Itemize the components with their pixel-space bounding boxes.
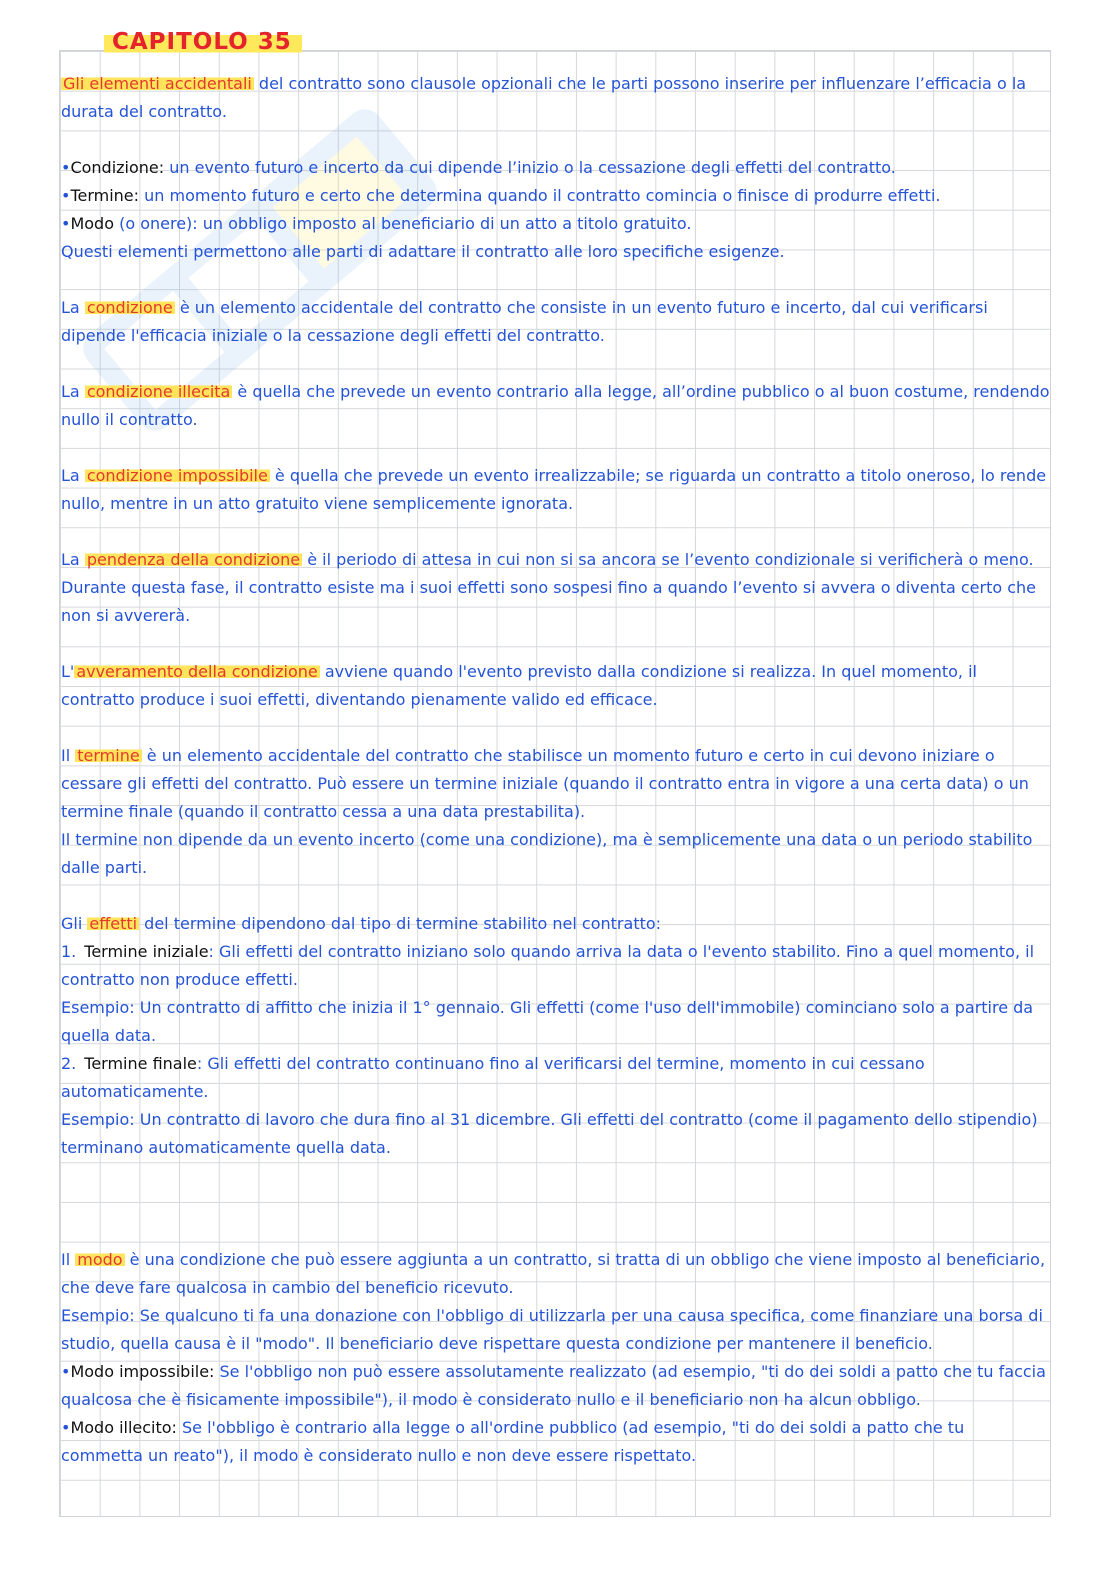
highlight-term: effetti: [89, 914, 138, 933]
modo-paragraph: Il modo è una condizione che può essere aggiunta a un contratto, si tratta di un obbligo che viene imposto al beneficiario, che deve fare qualcosa in cambio del beneficio ricevuto.: [61, 1250, 1046, 1297]
highlight-term: condizione illecita: [86, 382, 231, 401]
effetti-example-iniziale: Esempio: Un contratto di affitto che inizia il 1° gennaio. Gli effetti (come l'uso dell'immobile) cominciano solo a partire da quella data.: [61, 998, 1034, 1045]
termine-note: Il termine non dipende da un evento incerto (come una condizione), ma è semplicemente una data o un periodo stabilito dalle parti.: [61, 830, 1033, 877]
effetti-item-iniziale: 1. Termine iniziale: Gli effetti del contratto iniziano solo quando arriva la data o l'evento stabilito. Fino a quel momento, il contratto non produce effetti.: [61, 942, 1035, 989]
intro-paragraph: Gli elementi accidentali del contratto sono clausole opzionali che le parti possono inserire per influenzare l’efficacia o la durata del contratto.: [61, 74, 1027, 121]
pendenza-paragraph: La pendenza della condizione è il periodo di attesa in cui non si sa ancora se l’evento condizionale si verificherà o meno. Durante questa fase, il contratto esiste ma i suoi effetti sono sospesi fino a quando l’evento si avvera o diventa certo che non si avvererà.: [61, 550, 1037, 625]
highlight-term: modo: [77, 1250, 123, 1269]
bullet-condizione: •Condizione: un evento futuro e incerto da cui dipende l’inizio o la cessazione degli effetti del contratto.: [61, 158, 896, 177]
highlight-term: condizione: [86, 298, 173, 317]
effetti-item-finale: 2. Termine finale: Gli effetti del contratto continuano fino al verificarsi del termine, momento in cui cessano automaticamente.: [61, 1054, 925, 1101]
bullet-modo: •Modo (o onere): un obbligo imposto al beneficiario di un atto a titolo gratuito.: [61, 214, 692, 233]
highlight-term: pendenza della condizione: [86, 550, 301, 569]
bullet-termine: •Termine: un momento futuro e certo che determina quando il contratto comincia o finisce di produrre effetti.: [61, 186, 941, 205]
modo-illecito-item: •Modo illecito: Se l'obbligo è contrario alla legge o all'ordine pubblico (ad esempio, "ti do dei soldi a patto che tu commetta un reato"), il modo è considerato nullo e non deve essere rispettato.: [61, 1418, 965, 1465]
highlight-term: avveramento della condizione: [76, 662, 318, 681]
effetti-intro: Gli effetti del termine dipendono dal tipo di termine stabilito nel contratto:: [61, 914, 662, 933]
modo-impossibile-item: •Modo impossibile: Se l'obbligo non può essere assolutamente realizzato (ad esempio, "ti do dei soldi a patto che tu faccia qualcosa che è fisicamente impossibile"), il modo è considerato nullo e il beneficiario non ha alcun obbligo.: [61, 1362, 1046, 1409]
avveramento-paragraph: L' avveramento della condizione avviene quando l'evento previsto dalla condizione si realizza. In quel momento, il contratto produce i suoi effetti, diventando pienamente valido ed efficace.: [61, 662, 977, 709]
condizione-impossibile-paragraph: La condizione impossibile è quella che prevede un evento irrealizzabile; se riguarda un contratto a titolo oneroso, lo rende nullo, mentre in un atto gratuito viene semplicemente ignorata.: [61, 466, 1047, 513]
termine-paragraph: Il termine è un elemento accidentale del contratto che stabilisce un momento futuro e certo in cui devono iniziare o cessare gli effetti del contratto. Può essere un termine iniziale (quando il contratto entra in vigore a una certa data) o un termine finale (quando il contratto cessa a una data prestabilita).: [61, 746, 1029, 821]
highlight-term: Gli elementi accidentali: [63, 74, 252, 93]
highlight-term: termine: [77, 746, 140, 765]
condizione-illecita-paragraph: La condizione illecita è quella che prevede un evento contrario alla legge, all’ordine pubblico o al buon costume, rendendo nullo il contratto.: [61, 382, 1050, 429]
modo-example: Esempio: Se qualcuno ti fa una donazione con l'obbligo di utilizzarla per una causa specifica, come finanziare una borsa di studio, quella causa è il "modo". Il beneficiario deve rispettare questa condizione per mantenere il beneficio.: [61, 1306, 1043, 1353]
condizione-paragraph: La condizione è un elemento accidentale del contratto che consiste in un evento futuro e incerto, dal cui verificarsi dipende l'efficacia iniziale o la cessazione degli effetti del contratto.: [61, 298, 988, 345]
chapter-title: CAPITOLO 35: [104, 26, 302, 56]
notes-body: [61, 70, 1051, 1470]
bullets-summary: Questi elementi permettono alle parti di adattare il contratto alle loro specifiche esigenze.: [61, 242, 785, 261]
effetti-example-finale: Esempio: Un contratto di lavoro che dura fino al 31 dicembre. Gli effetti del contratto (come il pagamento dello stipendio) terminano automaticamente quella data.: [61, 1110, 1038, 1157]
highlight-term: condizione impossibile: [86, 466, 268, 485]
